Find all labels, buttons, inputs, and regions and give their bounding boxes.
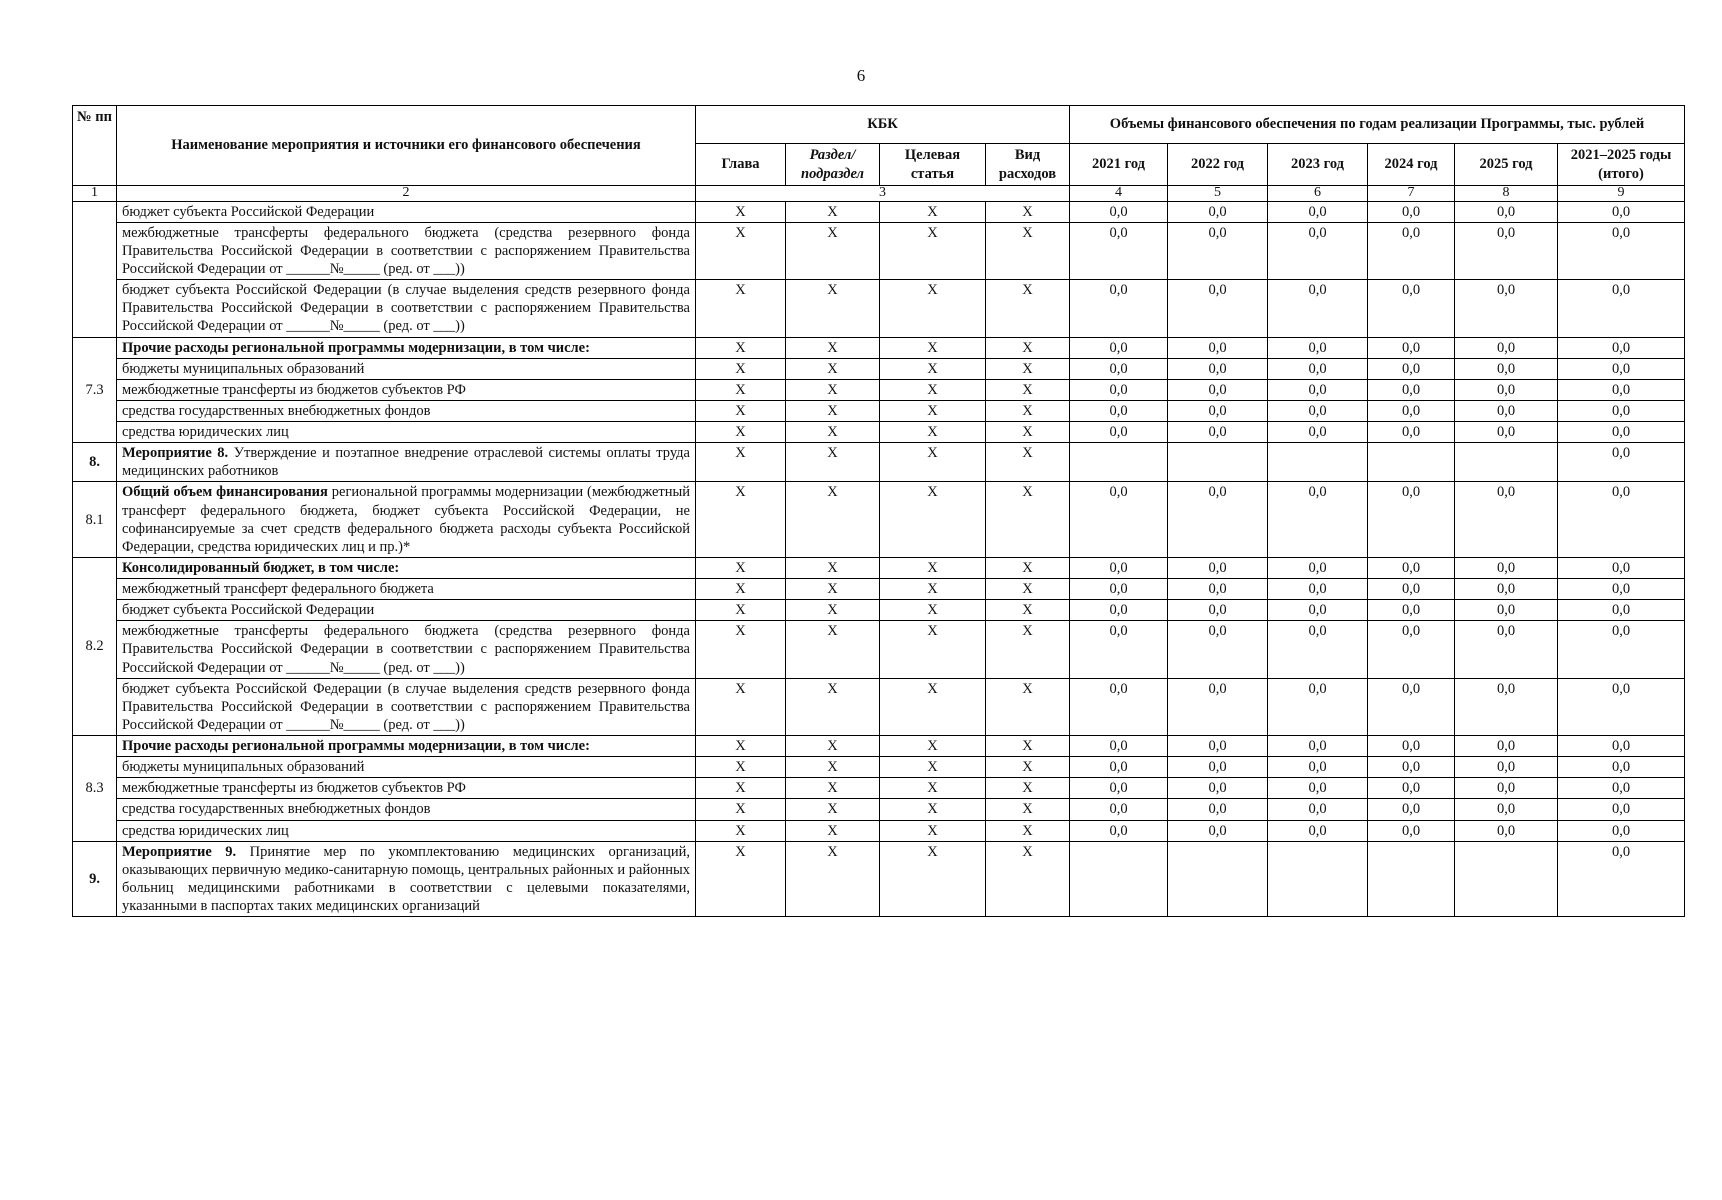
row-name: бюджеты муниципальных образований <box>117 358 696 379</box>
amount-cell: 0,0 <box>1368 820 1455 841</box>
kbk-mark-cell: X <box>880 400 986 421</box>
kbk-mark-cell: X <box>986 799 1070 820</box>
amount-cell: 0,0 <box>1558 557 1685 578</box>
amount-cell: 0,0 <box>1368 621 1455 678</box>
table-row <box>73 579 1685 600</box>
amount-cell: 0,0 <box>1168 201 1268 222</box>
amount-cell: 0,0 <box>1455 600 1558 621</box>
table-row <box>73 736 1685 757</box>
amount-cell: 0,0 <box>1368 678 1455 735</box>
amount-cell: 0,0 <box>1368 222 1455 279</box>
row-name: средства государственных внебюджетных фондов <box>117 400 696 421</box>
kbk-mark-cell: X <box>986 379 1070 400</box>
row-name: средства юридических лиц <box>117 820 696 841</box>
kbk-mark-cell: X <box>786 337 880 358</box>
row-name: межбюджетный трансферт федерального бюджета <box>117 579 696 600</box>
amount-cell: 0,0 <box>1368 337 1455 358</box>
amount-cell: 0,0 <box>1558 482 1685 558</box>
amount-cell: 0,0 <box>1368 557 1455 578</box>
amount-cell: 0,0 <box>1168 678 1268 735</box>
amount-cell: 0,0 <box>1168 337 1268 358</box>
amount-cell: 0,0 <box>1168 820 1268 841</box>
amount-cell: 0,0 <box>1070 222 1168 279</box>
kbk-mark-cell: X <box>880 841 986 917</box>
row-name-bold: Мероприятие 9. <box>122 843 237 860</box>
amount-cell: 0,0 <box>1455 820 1558 841</box>
row-name: Прочие расходы региональной программы модернизации, в том числе: <box>117 337 696 358</box>
row-name-text: региональной программы модернизации (межбюджетный трансферт федерального бюджета, бюджет субъекта Российской Федерации, не софинансируемые за счет средств федерального бюджета расходы субъекта Российской Федерации, средства юридических лиц и пр.)* <box>122 484 690 555</box>
kbk-mark-cell: X <box>880 358 986 379</box>
row-name: бюджет субъекта Российской Федерации <box>117 201 696 222</box>
header-kbk: КБК <box>696 106 1070 144</box>
kbk-mark-cell: X <box>786 778 880 799</box>
amount-cell: 0,0 <box>1455 579 1558 600</box>
header-year-2021: 2021 год <box>1070 144 1168 186</box>
table-row <box>73 621 1685 678</box>
kbk-mark-cell: X <box>986 443 1070 482</box>
kbk-mark-cell: X <box>986 600 1070 621</box>
amount-cell: 0,0 <box>1070 482 1168 558</box>
amount-cell: 0,0 <box>1455 201 1558 222</box>
amount-cell: 0,0 <box>1455 778 1558 799</box>
kbk-mark-cell: X <box>786 379 880 400</box>
amount-cell: 0,0 <box>1368 201 1455 222</box>
amount-cell: 0,0 <box>1455 337 1558 358</box>
kbk-mark-cell: X <box>880 280 986 337</box>
amount-cell: 0,0 <box>1368 600 1455 621</box>
row-name-text: Утверждение и поэтапное внедрение отраслевой системы оплаты труда медицинских работников <box>122 445 690 480</box>
amount-cell: 0,0 <box>1070 201 1168 222</box>
amount-cell: 0,0 <box>1070 358 1168 379</box>
table-row <box>73 201 1685 222</box>
column-numbers-row <box>73 186 1685 202</box>
amount-cell: 0,0 <box>1168 579 1268 600</box>
amount-cell: 0,0 <box>1455 799 1558 820</box>
amount-cell: 0,0 <box>1070 678 1168 735</box>
row-name: межбюджетные трансферты из бюджетов субъектов РФ <box>117 379 696 400</box>
kbk-mark-cell: X <box>986 820 1070 841</box>
row-name-bold: Общий объем финансирования <box>122 484 328 501</box>
kbk-mark-cell: X <box>696 358 786 379</box>
amount-cell: 0,0 <box>1168 379 1268 400</box>
kbk-mark-cell: X <box>696 201 786 222</box>
table-row <box>73 482 1685 558</box>
amount-cell: 0,0 <box>1455 379 1558 400</box>
kbk-mark-cell: X <box>880 678 986 735</box>
amount-cell: 0,0 <box>1368 400 1455 421</box>
header-row-1 <box>73 106 1685 144</box>
kbk-mark-cell: X <box>786 222 880 279</box>
kbk-mark-cell: X <box>880 337 986 358</box>
amount-cell: 0,0 <box>1368 799 1455 820</box>
col-number: 2 <box>117 186 696 202</box>
amount-cell: 0,0 <box>1558 820 1685 841</box>
table-row <box>73 778 1685 799</box>
header-kbk-razdel: Раздел/ подраздел <box>786 144 880 186</box>
amount-cell: 0,0 <box>1070 600 1168 621</box>
amount-cell: 0,0 <box>1455 757 1558 778</box>
kbk-mark-cell: X <box>880 600 986 621</box>
kbk-mark-cell: X <box>986 422 1070 443</box>
kbk-mark-cell: X <box>986 678 1070 735</box>
amount-cell: 0,0 <box>1268 337 1368 358</box>
amount-cell: 0,0 <box>1268 820 1368 841</box>
kbk-mark-cell: X <box>986 358 1070 379</box>
amount-cell: 0,0 <box>1268 482 1368 558</box>
kbk-mark-cell: X <box>696 222 786 279</box>
kbk-mark-cell: X <box>786 841 880 917</box>
row-name: Прочие расходы региональной программы модернизации, в том числе: <box>117 736 696 757</box>
kbk-mark-cell: X <box>880 820 986 841</box>
row-name: межбюджетные трансферты из бюджетов субъектов РФ <box>117 778 696 799</box>
empty-cell <box>1168 443 1268 482</box>
row-index <box>73 201 117 337</box>
kbk-mark-cell: X <box>786 799 880 820</box>
kbk-mark-cell: X <box>786 678 880 735</box>
kbk-mark-cell: X <box>986 337 1070 358</box>
amount-cell: 0,0 <box>1070 337 1168 358</box>
kbk-mark-cell: X <box>986 482 1070 558</box>
header-year-total: 2021–2025 годы (итого) <box>1558 144 1685 186</box>
row-name-text: Принятие мер по укомплектованию медицинских организаций, оказывающих первичную медико-санитарную помощь, центральных районных и районных больниц медицинскими работниками в соответствии с целевыми показателями, указанными в паспортах таких медицинских организаций <box>122 843 690 915</box>
amount-cell: 0,0 <box>1168 482 1268 558</box>
amount-cell: 0,0 <box>1558 379 1685 400</box>
amount-cell: 0,0 <box>1070 579 1168 600</box>
row-name: Консолидированный бюджет, в том числе: <box>117 557 696 578</box>
amount-cell: 0,0 <box>1368 757 1455 778</box>
amount-cell: 0,0 <box>1070 799 1168 820</box>
kbk-mark-cell: X <box>986 557 1070 578</box>
kbk-mark-cell: X <box>880 736 986 757</box>
row-index: 8.1 <box>73 482 117 558</box>
kbk-mark-cell: X <box>696 557 786 578</box>
kbk-mark-cell: X <box>786 422 880 443</box>
amount-cell: 0,0 <box>1558 799 1685 820</box>
row-name-bold: Мероприятие 8. <box>122 445 229 462</box>
header-volumes: Объемы финансового обеспечения по годам реализации Программы, тыс. рублей <box>1070 106 1685 144</box>
kbk-mark-cell: X <box>786 820 880 841</box>
row-name: бюджеты муниципальных образований <box>117 757 696 778</box>
amount-cell: 0,0 <box>1368 379 1455 400</box>
header-kbk-vid: Вид расходов <box>986 144 1070 186</box>
amount-cell: 0,0 <box>1268 201 1368 222</box>
kbk-mark-cell: X <box>696 678 786 735</box>
col-number: 8 <box>1455 186 1558 202</box>
kbk-mark-cell: X <box>786 579 880 600</box>
amount-cell: 0,0 <box>1558 621 1685 678</box>
col-number: 6 <box>1268 186 1368 202</box>
amount-cell: 0,0 <box>1070 379 1168 400</box>
kbk-mark-cell: X <box>986 201 1070 222</box>
amount-cell: 0,0 <box>1455 422 1558 443</box>
header-kbk-statya: Целевая статья <box>880 144 986 186</box>
amount-cell: 0,0 <box>1558 400 1685 421</box>
kbk-mark-cell: X <box>986 778 1070 799</box>
kbk-mark-cell: X <box>696 482 786 558</box>
amount-cell: 0,0 <box>1168 222 1268 279</box>
amount-cell: 0,0 <box>1558 443 1685 482</box>
table-row <box>73 280 1685 337</box>
col-number: 3 <box>696 186 1070 202</box>
amount-cell: 0,0 <box>1558 280 1685 337</box>
amount-cell: 0,0 <box>1558 600 1685 621</box>
empty-cell <box>1070 443 1168 482</box>
amount-cell: 0,0 <box>1558 358 1685 379</box>
kbk-mark-cell: X <box>696 400 786 421</box>
table-row <box>73 337 1685 358</box>
row-index: 8.2 <box>73 557 117 735</box>
empty-cell <box>1368 443 1455 482</box>
kbk-mark-cell: X <box>696 600 786 621</box>
kbk-mark-cell: X <box>986 757 1070 778</box>
amount-cell: 0,0 <box>1268 422 1368 443</box>
amount-cell: 0,0 <box>1368 482 1455 558</box>
kbk-mark-cell: X <box>986 222 1070 279</box>
amount-cell: 0,0 <box>1268 678 1368 735</box>
amount-cell: 0,0 <box>1168 422 1268 443</box>
kbk-mark-cell: X <box>986 841 1070 917</box>
amount-cell: 0,0 <box>1168 600 1268 621</box>
table-row <box>73 443 1685 482</box>
kbk-mark-cell: X <box>986 400 1070 421</box>
kbk-mark-cell: X <box>880 799 986 820</box>
amount-cell: 0,0 <box>1168 621 1268 678</box>
amount-cell: 0,0 <box>1070 820 1168 841</box>
kbk-mark-cell: X <box>986 621 1070 678</box>
amount-cell: 0,0 <box>1268 600 1368 621</box>
table-row <box>73 841 1685 917</box>
amount-cell: 0,0 <box>1070 400 1168 421</box>
kbk-mark-cell: X <box>786 600 880 621</box>
kbk-mark-cell: X <box>696 778 786 799</box>
kbk-mark-cell: X <box>880 422 986 443</box>
kbk-mark-cell: X <box>880 579 986 600</box>
table-row <box>73 820 1685 841</box>
amount-cell: 0,0 <box>1455 222 1558 279</box>
kbk-mark-cell: X <box>696 736 786 757</box>
table-row <box>73 678 1685 735</box>
kbk-mark-cell: X <box>696 443 786 482</box>
amount-cell: 0,0 <box>1558 678 1685 735</box>
amount-cell: 0,0 <box>1368 579 1455 600</box>
row-index: 8. <box>73 443 117 482</box>
row-name <box>117 841 696 917</box>
table-row <box>73 358 1685 379</box>
col-number: 7 <box>1368 186 1455 202</box>
funding-table <box>72 105 1685 917</box>
kbk-mark-cell: X <box>880 222 986 279</box>
empty-cell <box>1455 443 1558 482</box>
kbk-mark-cell: X <box>880 443 986 482</box>
amount-cell: 0,0 <box>1268 579 1368 600</box>
col-number: 5 <box>1168 186 1268 202</box>
row-name: бюджет субъекта Российской Федерации <box>117 600 696 621</box>
amount-cell: 0,0 <box>1368 778 1455 799</box>
kbk-mark-cell: X <box>880 621 986 678</box>
amount-cell: 0,0 <box>1455 482 1558 558</box>
kbk-mark-cell: X <box>696 621 786 678</box>
empty-cell <box>1368 841 1455 917</box>
table-row <box>73 557 1685 578</box>
kbk-mark-cell: X <box>786 736 880 757</box>
amount-cell: 0,0 <box>1558 778 1685 799</box>
amount-cell: 0,0 <box>1268 736 1368 757</box>
table-row <box>73 600 1685 621</box>
amount-cell: 0,0 <box>1268 280 1368 337</box>
amount-cell: 0,0 <box>1558 736 1685 757</box>
amount-cell: 0,0 <box>1455 557 1558 578</box>
kbk-mark-cell: X <box>696 799 786 820</box>
table-row <box>73 757 1685 778</box>
table-row <box>73 400 1685 421</box>
kbk-mark-cell: X <box>880 482 986 558</box>
kbk-mark-cell: X <box>880 379 986 400</box>
amount-cell: 0,0 <box>1168 757 1268 778</box>
amount-cell: 0,0 <box>1558 422 1685 443</box>
kbk-mark-cell: X <box>786 400 880 421</box>
amount-cell: 0,0 <box>1268 222 1368 279</box>
kbk-mark-cell: X <box>786 757 880 778</box>
amount-cell: 0,0 <box>1268 358 1368 379</box>
amount-cell: 0,0 <box>1168 280 1268 337</box>
empty-cell <box>1070 841 1168 917</box>
amount-cell: 0,0 <box>1070 757 1168 778</box>
row-name: межбюджетные трансферты федерального бюджета (средства резервного фонда Правительства Российской Федерации в соответствии с распоряжением Правительства Российской Федерации от ______№_____ (ред. от ___)) <box>117 621 696 678</box>
kbk-mark-cell: X <box>786 280 880 337</box>
amount-cell: 0,0 <box>1070 621 1168 678</box>
amount-cell: 0,0 <box>1168 799 1268 820</box>
kbk-mark-cell: X <box>786 557 880 578</box>
amount-cell: 0,0 <box>1558 757 1685 778</box>
kbk-mark-cell: X <box>986 736 1070 757</box>
amount-cell: 0,0 <box>1558 841 1685 917</box>
amount-cell: 0,0 <box>1455 400 1558 421</box>
amount-cell: 0,0 <box>1558 337 1685 358</box>
kbk-mark-cell: X <box>696 280 786 337</box>
kbk-mark-cell: X <box>696 579 786 600</box>
amount-cell: 0,0 <box>1455 678 1558 735</box>
kbk-mark-cell: X <box>696 757 786 778</box>
row-name: межбюджетные трансферты федерального бюджета (средства резервного фонда Правительства Российской Федерации в соответствии с распоряжением Правительства Российской Федерации от ______№_____ (ред. от ___)) <box>117 222 696 279</box>
kbk-mark-cell: X <box>986 579 1070 600</box>
table-row <box>73 422 1685 443</box>
amount-cell: 0,0 <box>1268 757 1368 778</box>
kbk-mark-cell: X <box>986 280 1070 337</box>
amount-cell: 0,0 <box>1168 557 1268 578</box>
header-year-2023: 2023 год <box>1268 144 1368 186</box>
kbk-mark-cell: X <box>696 841 786 917</box>
amount-cell: 0,0 <box>1268 379 1368 400</box>
amount-cell: 0,0 <box>1455 736 1558 757</box>
empty-cell <box>1168 841 1268 917</box>
kbk-mark-cell: X <box>696 820 786 841</box>
row-name <box>117 482 696 558</box>
row-name: средства государственных внебюджетных фондов <box>117 799 696 820</box>
kbk-mark-cell: X <box>880 757 986 778</box>
table-row <box>73 379 1685 400</box>
amount-cell: 0,0 <box>1268 799 1368 820</box>
kbk-mark-cell: X <box>786 621 880 678</box>
col-number: 9 <box>1558 186 1685 202</box>
amount-cell: 0,0 <box>1070 280 1168 337</box>
header-year-2022: 2022 год <box>1168 144 1268 186</box>
amount-cell: 0,0 <box>1070 778 1168 799</box>
header-col-num: № пп <box>73 106 117 186</box>
amount-cell: 0,0 <box>1070 422 1168 443</box>
amount-cell: 0,0 <box>1168 400 1268 421</box>
amount-cell: 0,0 <box>1070 736 1168 757</box>
kbk-mark-cell: X <box>880 557 986 578</box>
amount-cell: 0,0 <box>1368 736 1455 757</box>
kbk-mark-cell: X <box>786 201 880 222</box>
row-index: 9. <box>73 841 117 917</box>
amount-cell: 0,0 <box>1268 557 1368 578</box>
amount-cell: 0,0 <box>1368 358 1455 379</box>
amount-cell: 0,0 <box>1070 557 1168 578</box>
page-number: 6 <box>856 66 866 85</box>
amount-cell: 0,0 <box>1368 422 1455 443</box>
row-name: бюджет субъекта Российской Федерации (в случае выделения средств резервного фонда Правительства Российской Федерации в соответствии с распоряжением Правительства Российской Федерации от ______№_____ (ред. от ___)) <box>117 280 696 337</box>
amount-cell: 0,0 <box>1368 280 1455 337</box>
amount-cell: 0,0 <box>1268 621 1368 678</box>
amount-cell: 0,0 <box>1558 579 1685 600</box>
kbk-mark-cell: X <box>696 337 786 358</box>
amount-cell: 0,0 <box>1558 201 1685 222</box>
row-name: средства юридических лиц <box>117 422 696 443</box>
empty-cell <box>1455 841 1558 917</box>
kbk-mark-cell: X <box>696 422 786 443</box>
empty-cell <box>1268 443 1368 482</box>
amount-cell: 0,0 <box>1455 358 1558 379</box>
amount-cell: 0,0 <box>1455 621 1558 678</box>
table-row <box>73 222 1685 279</box>
header-year-2024: 2024 год <box>1368 144 1455 186</box>
empty-cell <box>1268 841 1368 917</box>
kbk-mark-cell: X <box>880 778 986 799</box>
header-col-name: Наименование мероприятия и источники его финансового обеспечения <box>117 106 696 186</box>
kbk-mark-cell: X <box>880 201 986 222</box>
amount-cell: 0,0 <box>1558 222 1685 279</box>
amount-cell: 0,0 <box>1268 400 1368 421</box>
row-name <box>117 443 696 482</box>
amount-cell: 0,0 <box>1168 736 1268 757</box>
amount-cell: 0,0 <box>1268 778 1368 799</box>
amount-cell: 0,0 <box>1168 778 1268 799</box>
kbk-mark-cell: X <box>696 379 786 400</box>
table-row <box>73 799 1685 820</box>
kbk-mark-cell: X <box>786 358 880 379</box>
row-name: бюджет субъекта Российской Федерации (в случае выделения средств резервного фонда Правительства Российской Федерации в соответствии с распоряжением Правительства Российской Федерации от ______№_____ (ред. от ___)) <box>117 678 696 735</box>
kbk-mark-cell: X <box>786 443 880 482</box>
col-number: 4 <box>1070 186 1168 202</box>
col-number: 1 <box>73 186 117 202</box>
header-year-2025: 2025 год <box>1455 144 1558 186</box>
amount-cell: 0,0 <box>1455 280 1558 337</box>
amount-cell: 0,0 <box>1168 358 1268 379</box>
kbk-mark-cell: X <box>786 482 880 558</box>
header-kbk-glava: Глава <box>696 144 786 186</box>
row-index: 8.3 <box>73 736 117 842</box>
row-index: 7.3 <box>73 337 117 443</box>
